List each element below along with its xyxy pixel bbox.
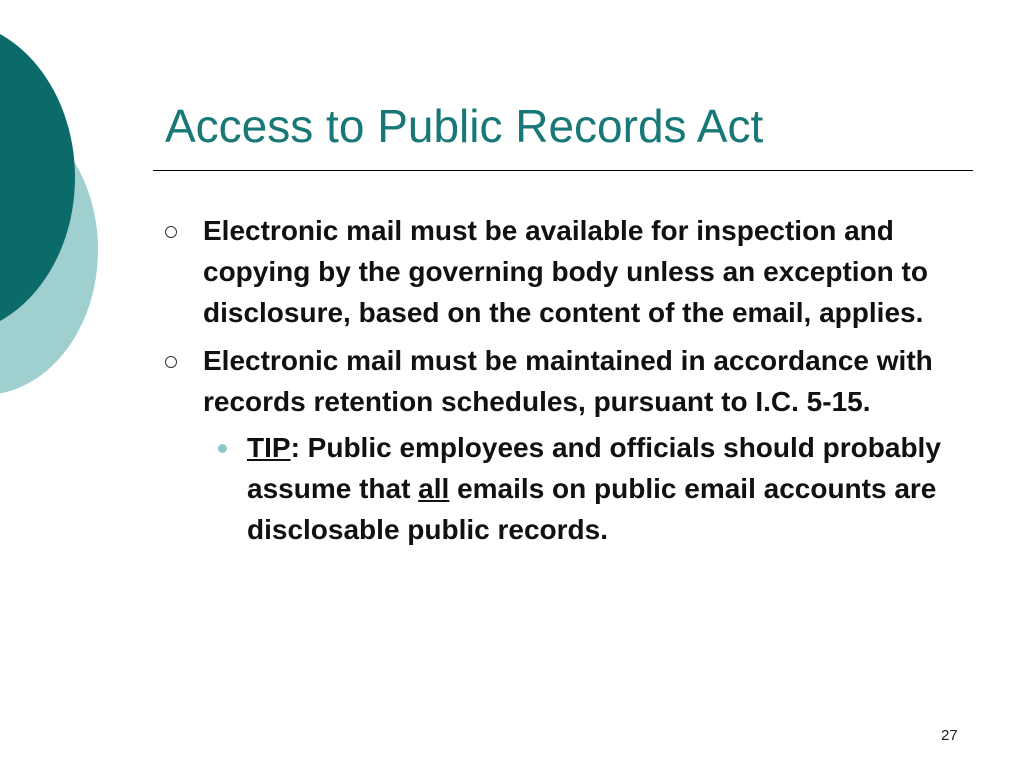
hollow-circle-bullet-icon <box>165 226 177 238</box>
slide-body <box>160 210 980 550</box>
bullet-item-1 <box>160 210 980 333</box>
bullet-item-2 <box>160 340 980 422</box>
slide-title: Access to Public Records Act <box>165 100 764 152</box>
title-divider <box>153 170 973 171</box>
sub-bullet-item <box>203 427 980 550</box>
tip-text: : Public employees and officials should probably assume that <box>247 432 941 504</box>
tip-text-rest: emails on public email accounts are disclosable public records. <box>247 473 937 545</box>
emphasis-all: all <box>418 473 450 504</box>
tip-label: TIP <box>247 432 291 463</box>
filled-circle-bullet-icon <box>218 444 227 453</box>
bullet-text: Electronic mail must be available for inspection and copying by the governing body unless an exception to disclosure, based on the content of the email, applies. <box>203 215 928 328</box>
bullet-text: Electronic mail must be maintained in accordance with records retention schedules, pursuant to I.C. 5-15. <box>203 345 933 417</box>
hollow-circle-bullet-icon <box>165 356 177 368</box>
page-number: 27 <box>941 727 958 744</box>
